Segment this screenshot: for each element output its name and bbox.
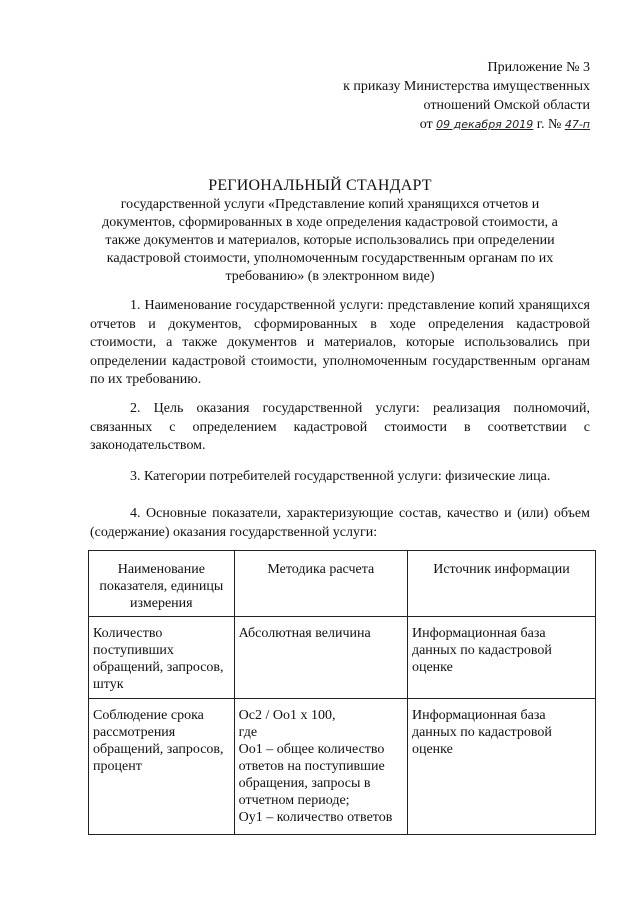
row-1-method-line: Абсолютная величина	[238, 626, 371, 641]
header-indicator-name: Наименование показателя, единицы измерения	[89, 551, 235, 617]
date-prefix: от	[419, 117, 433, 132]
handwritten-date: 09 декабря 2019	[436, 118, 534, 131]
table-row	[89, 617, 596, 699]
section-2-text: 2. Цель оказания государственной услуги: реализация полномочий, связанных с определением кадастровой стоимости в соответствии с законодательством.	[90, 401, 590, 453]
document-subtitle: государственной услуги «Представление копий хранящихся отчетов и документов, сформированных в ходе определения кадастровой стоимости, а также документов и материалов, которые использовались при определении кадастровой стоимости, уполномоченным государственным органам по их требованию» (в электронном виде)	[102, 197, 558, 284]
section-3-text: 3. Категории потребителей государственной услуги: физические лица.	[130, 469, 551, 484]
section-4-text: 4. Основные показатели, характеризующие состав, качество и (или) объем (содержание) оказания государственной услуги:	[90, 506, 590, 540]
table-row	[89, 699, 596, 835]
appendix-number: Приложение № 3	[487, 60, 590, 75]
order-reference: к приказу Министерства имущественных	[343, 79, 590, 94]
ministry-name: отношений Омской области	[423, 98, 590, 113]
row-2-name: Соблюдение срока рассмотрения обращений, запросов, процент	[89, 699, 235, 835]
section-2	[90, 400, 590, 456]
table-header-row	[89, 551, 596, 617]
header-source: Источник информации	[407, 551, 595, 617]
row-2-source: Информационная база данных по кадастровой оценке	[407, 699, 595, 835]
handwritten-number: 47-п	[564, 118, 590, 131]
row-2-method-def2: Оу1 – количество ответов	[238, 810, 393, 825]
indicators-table	[88, 550, 596, 835]
row-2-method-def1: Оо1 – общее количество ответов на поступившие обращения, запросы в отчетном периоде;	[238, 742, 385, 808]
row-1-source: Информационная база данных по кадастровой оценке	[407, 617, 595, 699]
row-2-method-formula: Ос2 / Оо1 х 100,	[238, 708, 336, 723]
section-1	[90, 297, 590, 390]
row-2-method	[234, 699, 407, 835]
number-prefix: г. №	[536, 117, 562, 132]
row-1-method	[234, 617, 407, 699]
document-title: РЕГИОНАЛЬНЫЙ СТАНДАРТ	[208, 177, 432, 194]
row-2-method-where: где	[238, 725, 258, 740]
section-4	[90, 505, 590, 542]
header-method: Методика расчета	[234, 551, 407, 617]
section-3	[90, 468, 590, 487]
row-1-name: Количество поступивших обращений, запросов, штук	[89, 617, 235, 699]
order-date-line	[260, 115, 590, 134]
appendix-header	[260, 58, 590, 134]
section-1-text: 1. Наименование государственной услуги: представление копий хранящихся отчетов и документов, сформированных в ходе определения кадастровой стоимости, а также документов и материалов, которые использовались при определении кадастровой стоимости, уполномоченным государственным органам по их требованию.	[90, 298, 590, 387]
